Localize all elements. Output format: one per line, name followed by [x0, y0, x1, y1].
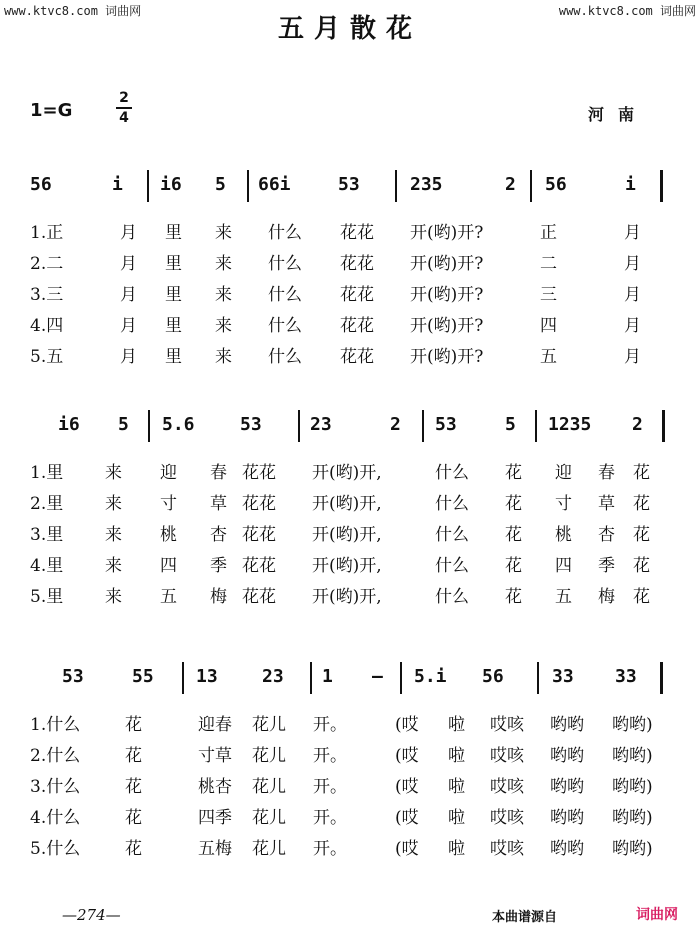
lyric-word: 3.里: [30, 525, 64, 545]
note-group: i6: [58, 414, 80, 435]
lyric-word: 4.四: [30, 316, 64, 336]
lyric-line: [30, 772, 670, 798]
lyric-word: 什么: [435, 587, 469, 607]
bar-line: [182, 662, 184, 694]
lyric-word: 月: [624, 316, 641, 336]
lyric-word: 寸: [160, 494, 177, 514]
time-signature-bar: [116, 107, 132, 109]
time-signature-bottom: 4: [119, 110, 129, 126]
lyric-word: 四: [555, 556, 572, 576]
lyric-word: 来: [215, 316, 232, 336]
lyric-word: 迎: [555, 463, 572, 483]
lyric-word: 哎咳: [490, 715, 524, 735]
lyric-line: [30, 741, 670, 767]
time-signature: [116, 90, 132, 126]
lyric-word: 哎咳: [490, 808, 524, 828]
lyric-word: 开(哟)开,: [312, 587, 382, 607]
lyric-word: 什么: [268, 223, 302, 243]
lyric-word: 开(哟)开?: [410, 347, 484, 367]
lyric-word: 什么: [435, 463, 469, 483]
lyric-word: (哎: [395, 715, 419, 735]
lyric-word: 开(哟)开,: [312, 525, 382, 545]
lyric-word: (哎: [395, 777, 419, 797]
lyric-word: 四: [160, 556, 177, 576]
lyric-word: 什么: [435, 494, 469, 514]
lyric-word: 花儿: [252, 839, 286, 859]
lyric-word: 哟哟): [612, 808, 653, 828]
lyric-word: 开。: [313, 777, 347, 797]
note-group: 33: [552, 666, 574, 687]
lyric-word: 里: [165, 347, 182, 367]
lyric-word: 开(哟)开,: [312, 556, 382, 576]
lyric-word: 三: [540, 285, 557, 305]
lyric-word: 花: [125, 839, 142, 859]
lyric-word: 5.里: [30, 587, 64, 607]
lyric-word: 开。: [313, 808, 347, 828]
lyric-line: [30, 551, 670, 577]
lyric-word: 哟哟: [550, 808, 584, 828]
note-group: 235: [410, 174, 443, 195]
lyric-word: 来: [215, 254, 232, 274]
bar-line: [530, 170, 532, 202]
note-group: 23: [262, 666, 284, 687]
lyric-word: 梅: [210, 587, 227, 607]
lyric-word: 里: [165, 285, 182, 305]
lyric-word: 花花: [242, 494, 276, 514]
lyric-word: 杏: [210, 525, 227, 545]
bar-line: [148, 410, 150, 442]
lyric-word: 来: [215, 223, 232, 243]
bar-line: [298, 410, 300, 442]
lyric-word: 花: [505, 556, 522, 576]
lyric-word: 1.正: [30, 223, 64, 243]
lyric-word: 桃: [160, 525, 177, 545]
time-signature-top: 2: [119, 90, 129, 106]
lyric-word: 1.里: [30, 463, 64, 483]
site-logo: 词曲网: [636, 907, 678, 923]
note-group: 33: [615, 666, 637, 687]
note-group: 2: [632, 414, 643, 435]
lyric-word: 草: [210, 494, 227, 514]
lyric-word: 哎咳: [490, 746, 524, 766]
lyric-word: 五: [555, 587, 572, 607]
lyric-word: 哎咳: [490, 839, 524, 859]
lyric-word: 啦: [448, 746, 465, 766]
lyric-word: (哎: [395, 746, 419, 766]
note-group: 53: [240, 414, 262, 435]
lyric-word: 花花: [242, 556, 276, 576]
lyric-word: 季: [210, 556, 227, 576]
lyric-word: 花儿: [252, 715, 286, 735]
lyric-word: 杏: [598, 525, 615, 545]
lyric-word: 4.什么: [30, 808, 81, 828]
lyric-word: 花: [125, 808, 142, 828]
lyric-word: 春: [210, 463, 227, 483]
lyric-word: 月: [120, 316, 137, 336]
lyric-word: 迎春: [198, 715, 232, 735]
lyric-word: 花: [633, 525, 650, 545]
note-group: i6: [160, 174, 182, 195]
bar-line: [662, 410, 665, 442]
lyric-word: 2.什么: [30, 746, 81, 766]
note-group: 53: [338, 174, 360, 195]
lyric-word: 花: [633, 587, 650, 607]
lyric-line: [30, 710, 670, 736]
lyric-word: 2.里: [30, 494, 64, 514]
lyric-word: 花: [505, 494, 522, 514]
lyric-line: [30, 803, 670, 829]
lyric-word: 开。: [313, 839, 347, 859]
lyric-word: 月: [120, 347, 137, 367]
lyric-word: 1.什么: [30, 715, 81, 735]
lyric-word: 月: [624, 254, 641, 274]
note-group: 66i: [258, 174, 291, 195]
lyric-word: 寸草: [198, 746, 232, 766]
lyric-word: 开。: [313, 746, 347, 766]
note-group: 53: [435, 414, 457, 435]
lyric-word: 里: [165, 223, 182, 243]
note-group: 5: [215, 174, 226, 195]
lyric-word: 什么: [268, 285, 302, 305]
lyric-word: (哎: [395, 839, 419, 859]
lyric-line: [30, 520, 670, 546]
note-group: i: [112, 174, 123, 195]
lyric-word: 来: [105, 525, 122, 545]
lyric-word: 花花: [340, 254, 374, 274]
lyric-word: 来: [215, 347, 232, 367]
lyric-word: 花: [633, 494, 650, 514]
lyric-word: 什么: [435, 525, 469, 545]
lyric-word: 开(哟)开?: [410, 223, 484, 243]
lyric-word: 开。: [313, 715, 347, 735]
lyric-word: 啦: [448, 839, 465, 859]
lyric-word: 花花: [242, 463, 276, 483]
bar-line: [400, 662, 402, 694]
lyric-word: (哎: [395, 808, 419, 828]
staff-line: [0, 408, 700, 442]
lyric-word: 什么: [268, 316, 302, 336]
note-group: 55: [132, 666, 154, 687]
lyric-word: 哟哟): [612, 839, 653, 859]
page-number: —274—: [62, 906, 121, 924]
lyric-word: 3.三: [30, 285, 64, 305]
key-signature: 1=G: [30, 100, 73, 121]
lyric-word: 3.什么: [30, 777, 81, 797]
lyric-word: 迎: [160, 463, 177, 483]
lyric-word: 月: [120, 254, 137, 274]
lyric-line: [30, 489, 670, 515]
lyric-word: 什么: [268, 347, 302, 367]
lyric-word: 花: [125, 715, 142, 735]
song-origin: 河南: [588, 105, 649, 124]
lyric-word: 草: [598, 494, 615, 514]
lyric-word: 哟哟: [550, 839, 584, 859]
lyric-word: 五梅: [198, 839, 232, 859]
lyric-word: 哎咳: [490, 777, 524, 797]
lyric-word: 什么: [268, 254, 302, 274]
bar-line: [395, 170, 397, 202]
lyric-line: [30, 218, 670, 244]
note-group: 5: [505, 414, 516, 435]
lyric-word: 花: [125, 746, 142, 766]
lyric-word: 花: [633, 556, 650, 576]
lyric-line: [30, 582, 670, 608]
bar-line: [660, 170, 663, 202]
lyric-word: 花: [505, 525, 522, 545]
lyric-word: 里: [165, 316, 182, 336]
lyric-word: 花花: [340, 316, 374, 336]
bar-line: [537, 662, 539, 694]
source-note: 本曲谱源自: [492, 910, 558, 925]
lyric-line: [30, 834, 670, 860]
lyric-word: 4.里: [30, 556, 64, 576]
note-group: —: [372, 666, 383, 687]
lyric-word: 哟哟): [612, 715, 653, 735]
lyric-word: 里: [165, 254, 182, 274]
lyric-word: 桃: [555, 525, 572, 545]
lyric-word: 寸: [555, 494, 572, 514]
note-group: 56: [30, 174, 52, 195]
bar-line: [535, 410, 537, 442]
lyric-word: 桃杏: [198, 777, 232, 797]
song-title: 五月散花: [277, 14, 422, 44]
note-group: 5.6: [162, 414, 195, 435]
lyric-word: 四: [540, 316, 557, 336]
lyric-word: 花儿: [252, 746, 286, 766]
lyric-word: 五: [160, 587, 177, 607]
bar-line: [422, 410, 424, 442]
lyric-word: 花: [505, 463, 522, 483]
lyric-word: 月: [624, 223, 641, 243]
lyric-word: 月: [120, 285, 137, 305]
lyric-line: [30, 342, 670, 368]
lyric-word: 啦: [448, 715, 465, 735]
lyric-word: 月: [624, 347, 641, 367]
lyric-word: 花: [633, 463, 650, 483]
lyric-word: 花儿: [252, 777, 286, 797]
lyric-word: 啦: [448, 777, 465, 797]
lyric-word: 花花: [340, 285, 374, 305]
lyric-word: 花: [505, 587, 522, 607]
lyric-word: 什么: [435, 556, 469, 576]
note-group: 56: [482, 666, 504, 687]
lyric-word: 梅: [598, 587, 615, 607]
lyric-line: [30, 280, 670, 306]
lyric-word: 二: [540, 254, 557, 274]
lyric-word: 四季: [198, 808, 232, 828]
note-group: 1235: [548, 414, 592, 435]
lyric-word: 月: [624, 285, 641, 305]
lyric-word: 哟哟: [550, 746, 584, 766]
note-group: 2: [505, 174, 516, 195]
lyric-word: 开(哟)开,: [312, 463, 382, 483]
lyric-word: 开(哟)开,: [312, 494, 382, 514]
lyric-word: 开(哟)开?: [410, 254, 484, 274]
bar-line: [147, 170, 149, 202]
lyric-word: 春: [598, 463, 615, 483]
lyric-word: 月: [120, 223, 137, 243]
bar-line: [310, 662, 312, 694]
note-group: i: [625, 174, 636, 195]
note-group: 53: [62, 666, 84, 687]
lyric-line: [30, 458, 670, 484]
note-group: 5.i: [414, 666, 447, 687]
lyric-line: [30, 311, 670, 337]
lyric-word: 哟哟: [550, 715, 584, 735]
bar-line: [660, 662, 663, 694]
note-group: 13: [196, 666, 218, 687]
lyric-word: 来: [105, 556, 122, 576]
note-group: 56: [545, 174, 567, 195]
lyric-word: 开(哟)开?: [410, 285, 484, 305]
lyric-word: 花: [125, 777, 142, 797]
lyric-word: 5.五: [30, 347, 64, 367]
lyric-word: 哟哟): [612, 777, 653, 797]
lyric-word: 啦: [448, 808, 465, 828]
lyric-word: 来: [105, 463, 122, 483]
lyric-word: 哟哟: [550, 777, 584, 797]
lyric-word: 来: [105, 587, 122, 607]
bar-line: [247, 170, 249, 202]
lyric-word: 花花: [340, 223, 374, 243]
note-group: 5: [118, 414, 129, 435]
staff-line: [0, 168, 700, 202]
lyric-word: 5.什么: [30, 839, 81, 859]
lyric-word: 花花: [242, 587, 276, 607]
lyric-word: 花儿: [252, 808, 286, 828]
watermark-left: www.ktvc8.com 词曲网: [4, 4, 142, 18]
watermark-right: www.ktvc8.com 词曲网: [558, 4, 696, 18]
lyric-word: 季: [598, 556, 615, 576]
lyric-word: 哟哟): [612, 746, 653, 766]
lyric-word: 正: [540, 223, 557, 243]
note-group: 1: [322, 666, 333, 687]
lyric-word: 五: [540, 347, 557, 367]
note-group: 2: [390, 414, 401, 435]
lyric-word: 来: [105, 494, 122, 514]
lyric-word: 2.二: [30, 254, 64, 274]
staff-line: [0, 660, 700, 694]
lyric-word: 花花: [242, 525, 276, 545]
lyric-word: 开(哟)开?: [410, 316, 484, 336]
lyric-word: 花花: [340, 347, 374, 367]
note-group: 23: [310, 414, 332, 435]
lyric-word: 来: [215, 285, 232, 305]
lyric-line: [30, 249, 670, 275]
